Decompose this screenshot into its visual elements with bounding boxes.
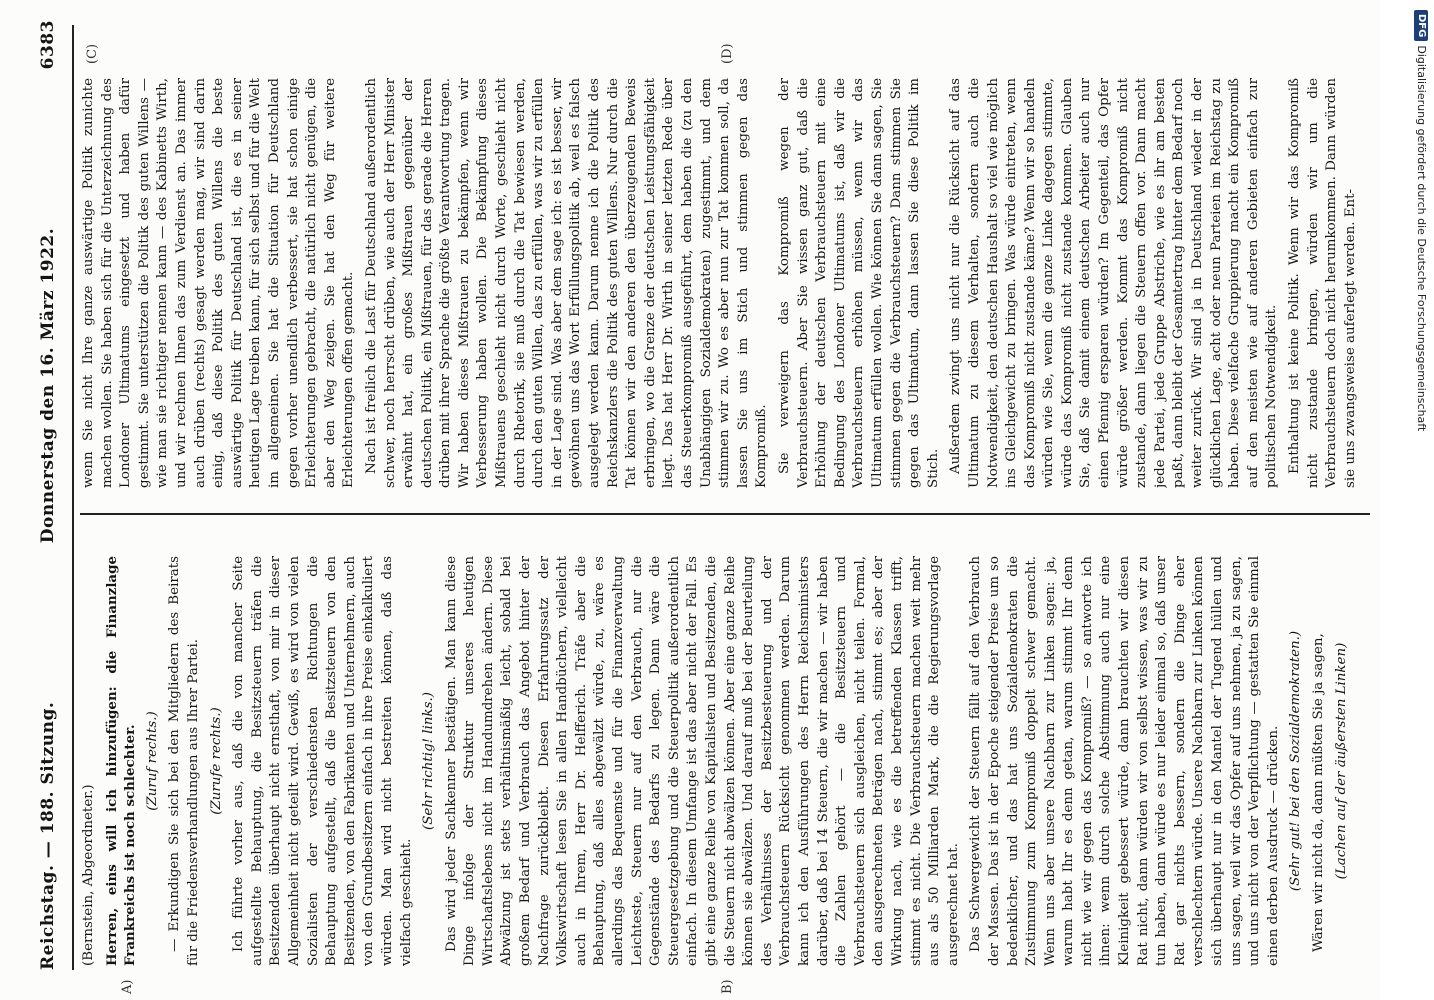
header-date: Donnerstag den 16. März 1922. xyxy=(38,227,58,544)
paragraph: Das wird jeder Sachkenner bestätigen. Man kann diese Dinge infolge der Struktur unseres heutigen Wirtschaftslebens nicht im Handumdrehen ändern. Diese Abwälzung ist stets verhältnismäßig leicht, sobald bei großem Bedarf und Verbrauch das Angebot hinter der Nachfrage zurückbleibt. Diesen Erfahrungssatz der Volkswirtschaft lesen Sie in allen Handbüchern, vielleicht auch in Ihrem, Herr Dr. Helfferich. Träfe aber die Behauptung, daß alles abgewälzt würde, zu, wäre es allerdings das Bequemste und für die Finanzverwaltung Leichteste, Steuern nur auf den Verbrauch, nur die Gegenstände des Bedarfs zu legen. Dann wäre die Steuergesetzgebung und die Steuerpolitik außerordentlich einfach. In diesem Umfange ist das aber nicht der Fall. Es gibt eine ganze Reihe von Kapitalisten und Besitzenden, die die Steuern nicht abwälzen können. Aber eine ganze Reihe können sie abwälzen. Und darauf muß bei der Beurteilung des Verhältnisses der Besitzbesteuerung und der Verbrauchsteuern Rücksicht genommen werden. Darum kann ich den Ausführungen des Herrn Reichsministers darüber, daß bei 14 Steuern, die wir machen — wir haben die Zahlen gehört — die Besitzsteuern und Verbrauchsteuern sich ausgleichen, nicht teilen. Formal, den ausgerechneten Beträgen nach, stimmt es; aber der Wirkung nach, wie es die betreffenden Klassen trifft, stimmt es nicht. Die Verbrauchsteuern machen weit mehr aus als 50 Milliarden Mark, die die Regierungsvorlage ausgerechnet hat. xyxy=(443,556,961,966)
interjection: (Sehr richtig! links.) xyxy=(421,692,437,830)
paragraph: Sie verweigern das Kompromiß wegen der Verbrauchsteuern. Aber Sie wissen ganz gut, daß die Erhöhung der deutschen Verbrauchsteuern mit eine Bedingung des Londoner Ultimatums ist, daß wir die Verbrauchsteuern erhöhen müssen, wenn wir das Ultimatum erfüllen wollen. Wie können Sie dann sagen, Sie stimmen gegen die Verbrauchsteuern? Dann stimmen Sie gegen das Ultimatum, dann lassen Sie diese Politik im Stich. xyxy=(776,78,941,488)
right-text-column xyxy=(80,78,1370,488)
margin-marker-b: B) xyxy=(720,979,735,994)
paragraph: — Erkundigen Sie sich bei den Mitgliedern des Beirats für die Friedensverhandlungen aus Ihrer Partei. xyxy=(167,556,201,966)
paragraph: Nach ist freilich die Last für Deutschland außerordentlich schwer, noch herrscht drüben, wie auch der Herr Minister erwähnt hat, ein großes Mißtrauen gegenüber der deutschen Politik, ein Mißtrauen, für das gerade die Herren drüben mit ihrer Sprache die größte Verantwortung tragen. Wir haben dieses Mißtrauen zu bekämpfen, wenn wir Verbesserung haben wollen. Die Bekämpfung dieses Mißtrauens geschieht nicht durch Worte, geschieht nicht durch Rhetorik, sie muß durch die Tat bewiesen werden, durch den guten Willen, das zu erfüllen, was wir zu erfüllen in der Lage sind. Was aber dem sage ich: es ist besser, wir gewöhnen uns das Wort Erfüllungspolitik ab, weil es falsch ausgelegt werden kann. Darum nenne ich die Politik des Reichskanzlers die Politik des guten Willens. Nur durch die Tat können wir den anderen den überzeugenden Beweis erbringen, wo die Grenze der deutschen Leistungsfähigkeit liegt. Das hat Herr Dr. Wirth in seiner letzten Rede über das Steuerkompromiß ausgeführt, dem haben die (zu den Unabhängigen Sozialdemokraten) zugestimmt, und dem stimmen wir zu. Wo es aber nun zur Tat kommen soll, da lassen Sie uns im Stich und stimmen gegen das Kompromiß. xyxy=(363,78,770,488)
interjection: (Zurufe rechts.) xyxy=(208,707,224,815)
paragraph: Das Schwergewicht der Steuern fällt auf den Verbrauch der Massen. Das ist in der Epoche steigender Preise um so bedenklicher, und das hat uns Sozialdemokraten die Zustimmung zum Kompromiß doppelt schwer gemacht. Wenn uns aber unsere Nachbarn zur Linken sagen: ja, warum habt Ihr es denn getan, warum stimmt Ihr denn nicht wie wir gegen das Kompromiß? — so antworte ich ihnen: wenn durch solche Abstimmung auch nur eine Kleinigkeit gebessert würde, dann brauchten wir diesen Rat nicht, dann würden wir von selbst wissen, was wir zu tun haben, dann würde es nur leider einmal so, daß unser Rat gar nichts bessern, sondern die Dinge eher verschlechtern würde. Unsere Nachbarn zur Linken können sich überhaupt nur in den Mantel der Tugend hüllen und uns sagen, weil wir das Opfer auf uns nehmen, ja zu sagen, und uns nicht von der Verpflichtung — gestatten Sie einmal einen derben Ausdruck — drücken. xyxy=(968,556,1281,966)
margin-marker-a: A) xyxy=(120,979,135,994)
header-rule xyxy=(72,25,74,970)
paragraph: Herren, eins will ich hinzufügen: die Finanzlage Frankreichs ist noch schlechter. xyxy=(103,556,139,966)
column-divider xyxy=(80,513,1370,515)
paragraph: Wären wir nicht da, dann müßten Sie ja sagen, xyxy=(1311,633,1326,952)
paragraph: Ich führte vorher aus, daß die von mancher Seite aufgestellte Behauptung, die Besitzsteuern träfen die Besitzenden überhaupt nicht ernsthaft, von mir in dieser Allgemeinheit nicht geteilt wird. Gewiß, es wird von vielen Sozialisten der verschiedensten Richtungen die Behauptung aufgestellt, daß die Besitzsteuern von den Besitzenden, von den Fabrikanten und Unternehmern, auch von den Grundbesitzern einfach in ihre Preise einkalkuliert würden. Man wird nicht bestreiten können, daß das vielfach geschieht. xyxy=(231,556,414,966)
margin-marker-c: (C) xyxy=(85,43,100,64)
interjection: (Zuruf rechts.) xyxy=(144,711,160,811)
funding-note-text: Digitalisierung gefördert durch die Deutsche Forschungsgemeinschaft xyxy=(1415,45,1428,432)
dfg-logo: DFG xyxy=(1414,10,1428,41)
header-left: Reichstag. — 188. Sitzung. xyxy=(38,701,58,970)
page-number: 6383 xyxy=(38,20,58,70)
speaker-name: (Bernstein, Abgeordneter.) xyxy=(81,784,96,966)
interjection: (Lachen auf der äußersten Linken) xyxy=(1333,642,1349,880)
funding-note xyxy=(1410,10,1432,990)
paragraph: wenn Sie nicht Ihre ganze auswärtige Politik zunichte machen wollen. Sie haben sich für die Unterzeichnung des Londoner Ultimatums eingesetzt und haben dafür gestimmt. Sie unterstützen die Politik des guten Willens — wie man sie richtiger nennen kann — des Kabinetts Wirth, und wir rechnen Ihnen das zum Verdienst an. Das immer auch drüben (rechts) gesagt werden mag, wir sind darin einig, daß diese Politik des guten Willens die beste auswärtige Politik für Deutschland ist, die es in seiner heutigen Lage treiben kann, für sich selbst und für die Welt im allgemeinen. Sie hat die Situation für Deutschland gegen vorher unendlich verbessert, sie hat schon einige Erleichterungen gebracht, die natürlich nicht genügen, die aber den Weg zeigen. Sie hat den Weg für weitere Erleichterungen offen gemacht. xyxy=(81,78,357,488)
margin-marker-d: (D) xyxy=(720,43,735,64)
paragraph: Enthaltung ist keine Politik. Wenn wir das Kompromiß nicht zustande bringen, würden wir um die Verbrauchsteuern doch nicht herumkommen. Dann würden sie uns zwangsweise auferlegt werden. Ent- xyxy=(1287,78,1358,488)
funding-note-strip xyxy=(1410,10,1432,990)
interjection: (Sehr gut! bei den Sozialdemokraten.) xyxy=(1288,630,1304,892)
page-header xyxy=(28,20,68,970)
paragraph: Außerdem zwingt uns nicht nur die Rücksicht auf das Ultimatum zu diesem Verhalten, sondern auch die Notwendigkeit, den deutschen Haushalt so viel wie möglich ins Gleichgewicht zu bringen. Was würde eintreten, wenn das Kompromiß nicht zustande käme? Wenn wir so handeln würden wie Sie, wenn die ganze Linke dagegen stimmte, würde das Kompromiß nicht zustande kommen. Glauben Sie, daß Sie damit einem deutschen Arbeiter auch nur einen Pfennig ersparen würden? Im Gegenteil, das Opfer würde größer werden. Kommt das Kompromiß nicht zustande, dann liegen die Steuern offen vor. Dann macht jede Partei, jede Gruppe Abstriche, wie es ihr am besten paßt, dann bleibt der Gesamtertrag hinter dem Bedarf noch weiter zurück. Wir sind ja in Deutschland wieder in der glücklichen Lage, acht oder neun Parteien im Reichstag zu haben. Diese vielfache Gruppierung macht ein Kompromiß auf den meisten wie auf anderen Gebieten einfach zur politischen Notwendigkeit. xyxy=(948,78,1280,488)
left-text-column xyxy=(80,556,1370,966)
